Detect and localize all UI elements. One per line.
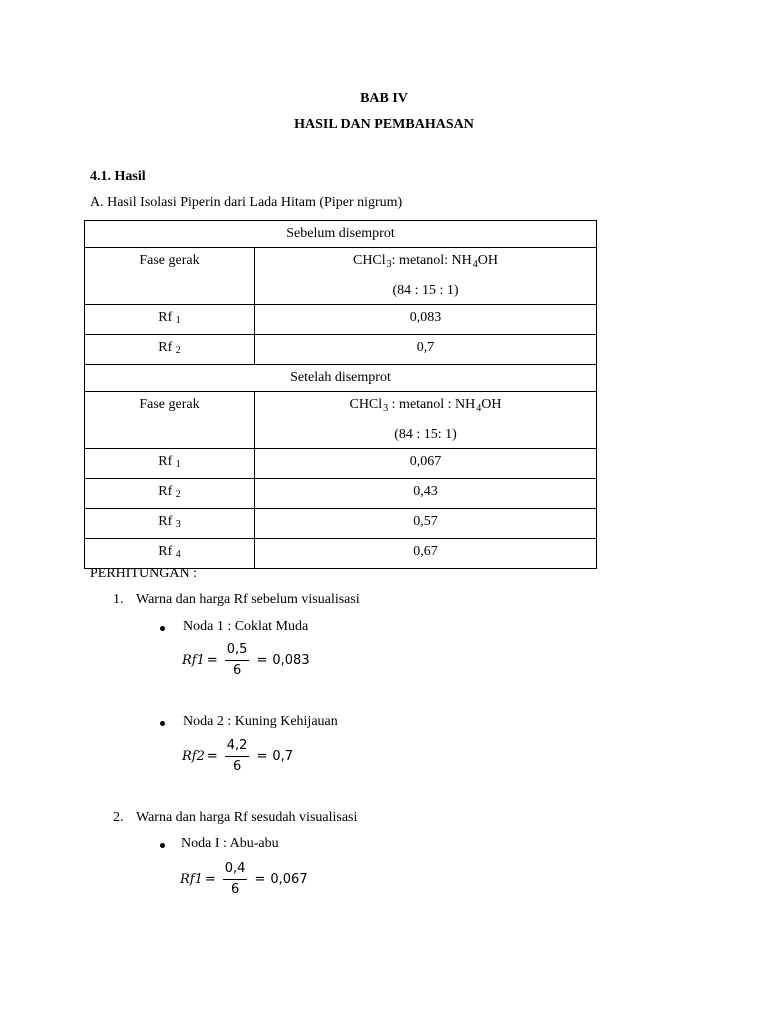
table-cell-rf-value: 0,67: [255, 539, 597, 569]
rf-equation: Rf1 = $\frac{0,5}{6}$ = 0,083: [182, 642, 310, 678]
table-cell-rf-label: Rf $_4$: [85, 539, 255, 569]
section-heading: 4.1. Hasil: [90, 169, 146, 184]
table-cell-rf-value: 0,067: [255, 449, 597, 479]
table-row: [85, 221, 597, 248]
eq-fraction: $\frac{0,4}{6}$: [224, 861, 246, 897]
eq-lhs: Rf1: [182, 652, 205, 668]
table-row: [85, 365, 597, 392]
chapter-title: HASIL DAN PEMBAHASAN: [294, 117, 474, 132]
table-group-title-after: Setelah disemprot: [85, 365, 597, 392]
phase-ratio: (84 : 15 : 1): [392, 283, 459, 298]
eq-result: 0,7: [272, 748, 294, 764]
table-cell-rf-label: Rf $_1$: [85, 305, 255, 335]
table-cell-rf-value: 0,43: [255, 479, 597, 509]
rf-equation: Rf2 = $\frac{4,2}{6}$ = 0,7: [182, 738, 294, 774]
table-cell-rf-value: 0,7: [255, 335, 597, 365]
eq-result: 0,067: [270, 871, 308, 887]
calc-item-number: 2.: [113, 810, 124, 825]
table-cell-rf-value: 0,083: [255, 305, 597, 335]
table-cell-phase-label: Fase gerak: [85, 248, 255, 305]
table-row: [85, 539, 597, 569]
eq-fraction: $\frac{4,2}{6}$: [226, 738, 248, 774]
calc-item-text: Warna dan harga Rf sebelum visualisasi: [136, 592, 360, 607]
bullet-icon: [160, 721, 165, 726]
section-subheading: A. Hasil Isolasi Piperin dari Lada Hitam (Piper nigrum): [90, 195, 403, 210]
eq-lhs: Rf1: [180, 871, 203, 887]
table-group-title-before: Sebelum disemprot: [85, 221, 597, 248]
chapter-number: BAB IV: [360, 91, 408, 106]
calc-heading: PERHITUNGAN :: [90, 566, 197, 581]
phase-formula: CHCl$_3$ : metanol : $NH_4OH$: [349, 397, 502, 414]
table-cell-rf-label: Rf $_1$: [85, 449, 255, 479]
table-row: [85, 248, 597, 305]
eq-result: 0,083: [272, 652, 310, 668]
bullet-icon: [160, 626, 165, 631]
calc-item-text: Warna dan harga Rf sesudah visualisasi: [136, 810, 358, 825]
phase-ratio: (84 : 15: 1): [394, 427, 457, 442]
table-cell-rf-label: Rf $_3$: [85, 509, 255, 539]
table-row: [85, 335, 597, 365]
table-cell-phase-value: [255, 392, 597, 449]
bullet-icon: [160, 843, 165, 848]
calc-item-number: 1.: [113, 592, 124, 607]
rf-results-table: [84, 220, 597, 569]
table-row: [85, 509, 597, 539]
eq-fraction: $\frac{0,5}{6}$: [226, 642, 248, 678]
table-cell-rf-value: 0,57: [255, 509, 597, 539]
rf-equation: Rf1 = $\frac{0,4}{6}$ = 0,067: [180, 861, 308, 897]
spot-label: Noda 2 : Kuning Kehijauan: [183, 714, 338, 729]
table-cell-rf-label: Rf $_2$: [85, 335, 255, 365]
table-cell-rf-label: Rf $_2$: [85, 479, 255, 509]
table-row: [85, 449, 597, 479]
eq-lhs: Rf2: [182, 748, 205, 764]
phase-formula: CHCl$_3$: metanol: $NH_4OH$: [352, 253, 499, 270]
spot-label: Noda I : Abu-abu: [181, 836, 279, 851]
table-cell-phase-label: Fase gerak: [85, 392, 255, 449]
spot-label: Noda 1 : Coklat Muda: [183, 619, 309, 634]
table-row: [85, 305, 597, 335]
table-row: [85, 392, 597, 449]
table-row: [85, 479, 597, 509]
table-cell-phase-value: [255, 248, 597, 305]
